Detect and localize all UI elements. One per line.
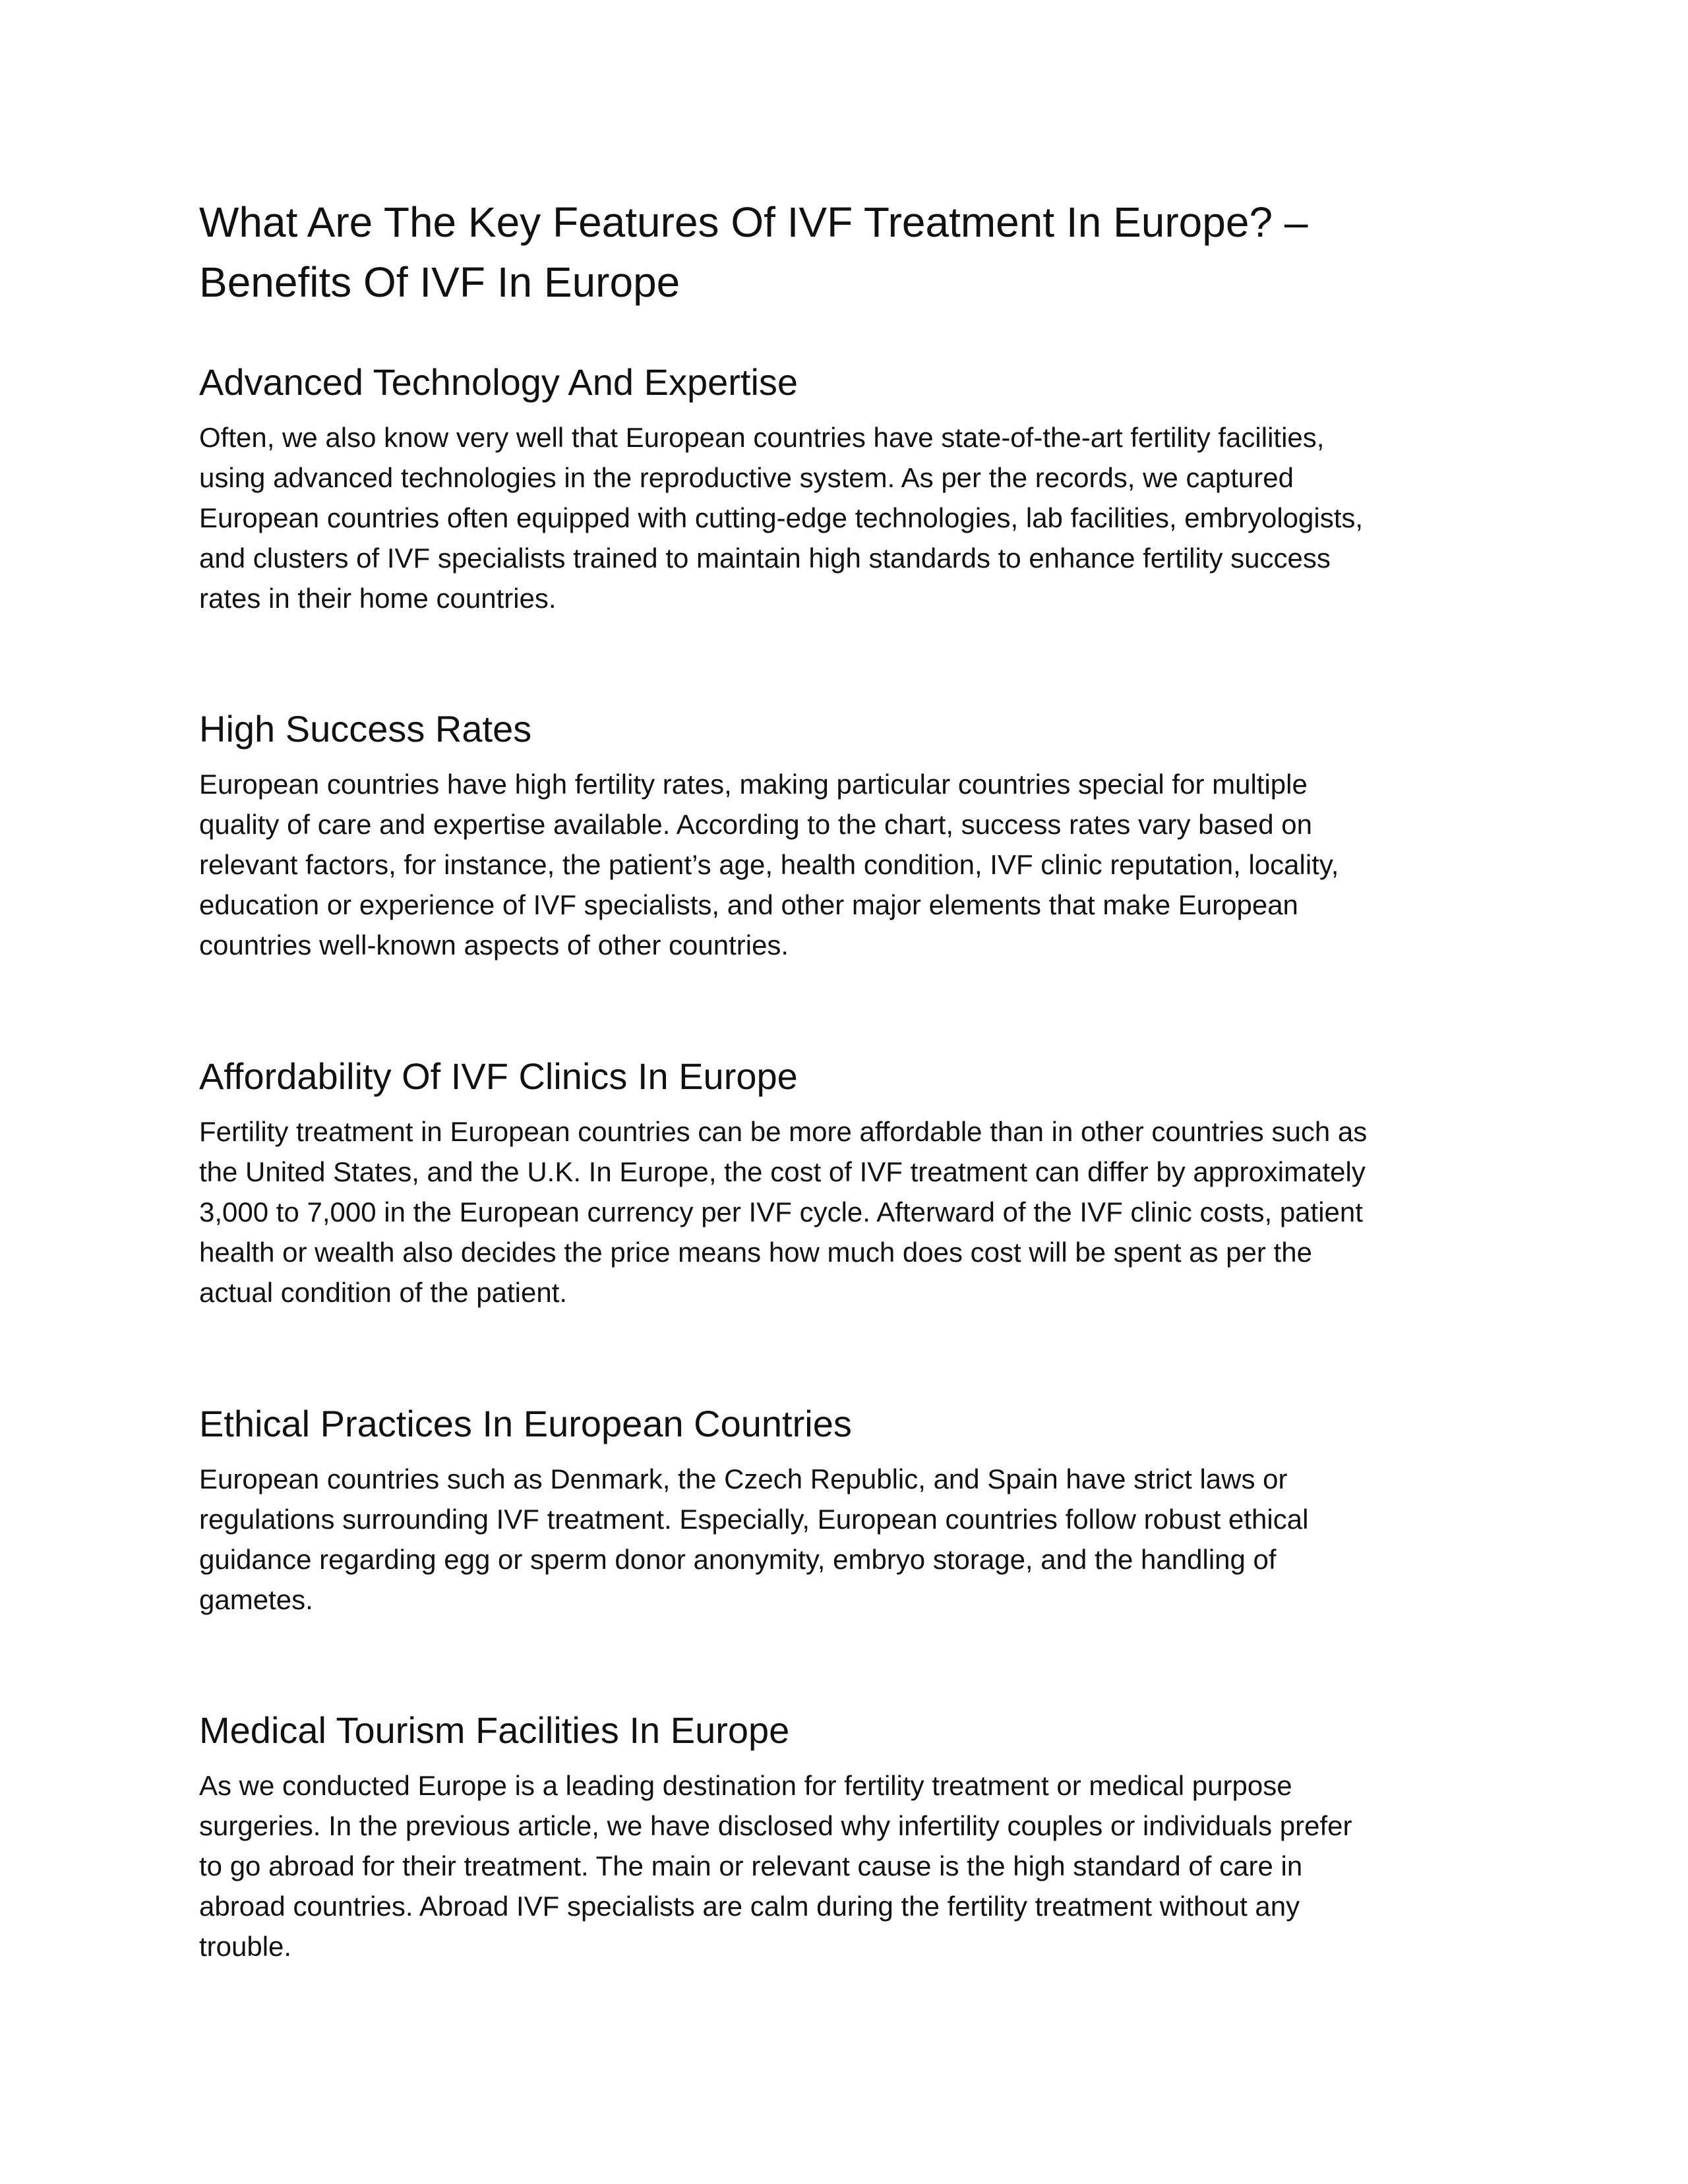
title-line: Benefits Of IVF In Europe <box>199 258 680 306</box>
text-line: education or experience of IVF specialists, and other major elements that make European <box>199 889 1298 920</box>
page-title <box>199 192 1308 312</box>
text-line: gametes. <box>199 1584 313 1615</box>
section-ethical-practices <box>199 1401 1518 1620</box>
text-line: quality of care and expertise available. According to the chart, success rates vary based on <box>199 809 1312 840</box>
text-line: rates in their home countries. <box>199 583 557 614</box>
section-paragraph <box>199 417 1518 618</box>
text-line: regulations surrounding IVF treatment. Especially, European countries follow robust ethical <box>199 1504 1309 1535</box>
section-heading: High Success Rates <box>199 708 532 750</box>
text-line: Fertility treatment in European countries can be more affordable than in other countries such as <box>199 1116 1368 1147</box>
title-line: What Are The Key Features Of IVF Treatment In Europe? – <box>199 198 1308 246</box>
text-line: As we conducted Europe is a leading destination for fertility treatment or medical purpose <box>199 1770 1292 1801</box>
text-line: using advanced technologies in the reproductive system. As per the records, we captured <box>199 462 1294 493</box>
section-advanced-technology <box>199 359 1518 618</box>
text-line: European countries have high fertility rates, making particular countries special for multiple <box>199 769 1308 800</box>
text-line: the United States, and the U.K. In Europe, the cost of IVF treatment can differ by approximately <box>199 1156 1366 1187</box>
text-line: and clusters of IVF specialists trained to maintain high standards to enhance fertility success <box>199 543 1331 574</box>
section-heading: Affordability Of IVF Clinics In Europe <box>199 1055 798 1097</box>
section-high-success-rates <box>199 706 1518 965</box>
text-line: guidance regarding egg or sperm donor anonymity, embryo storage, and the handling of <box>199 1544 1277 1575</box>
text-line: relevant factors, for instance, the patient’s age, health condition, IVF clinic reputation, locality, <box>199 849 1339 880</box>
section-paragraph <box>199 1111 1518 1313</box>
text-line: to go abroad for their treatment. The main or relevant cause is the high standard of care in <box>199 1850 1303 1881</box>
section-medical-tourism <box>199 1707 1518 1966</box>
text-line: 3,000 to 7,000 in the European currency per IVF cycle. Afterward of the IVF clinic costs, patient <box>199 1196 1363 1227</box>
text-line: European countries often equipped with cutting-edge technologies, lab facilities, embryologists, <box>199 502 1364 533</box>
text-line: surgeries. In the previous article, we have disclosed why infertility couples or individuals prefer <box>199 1810 1352 1841</box>
section-paragraph <box>199 764 1518 965</box>
text-line: European countries such as Denmark, the Czech Republic, and Spain have strict laws or <box>199 1463 1288 1494</box>
section-affordability <box>199 1053 1518 1313</box>
section-paragraph <box>199 1765 1518 1966</box>
text-line: abroad countries. Abroad IVF specialists are calm during the fertility treatment without any <box>199 1891 1300 1922</box>
section-heading: Medical Tourism Facilities In Europe <box>199 1709 790 1751</box>
section-paragraph <box>199 1459 1518 1620</box>
text-line: countries well-known aspects of other countries. <box>199 930 789 960</box>
text-line: Often, we also know very well that European countries have state-of-the-art fertility facilities, <box>199 422 1325 453</box>
text-line: health or wealth also decides the price means how much does cost will be spent as per the <box>199 1237 1312 1268</box>
section-heading: Advanced Technology And Expertise <box>199 361 799 403</box>
text-line: actual condition of the patient. <box>199 1277 568 1308</box>
text-line: trouble. <box>199 1931 292 1962</box>
section-heading: Ethical Practices In European Countries <box>199 1403 852 1444</box>
